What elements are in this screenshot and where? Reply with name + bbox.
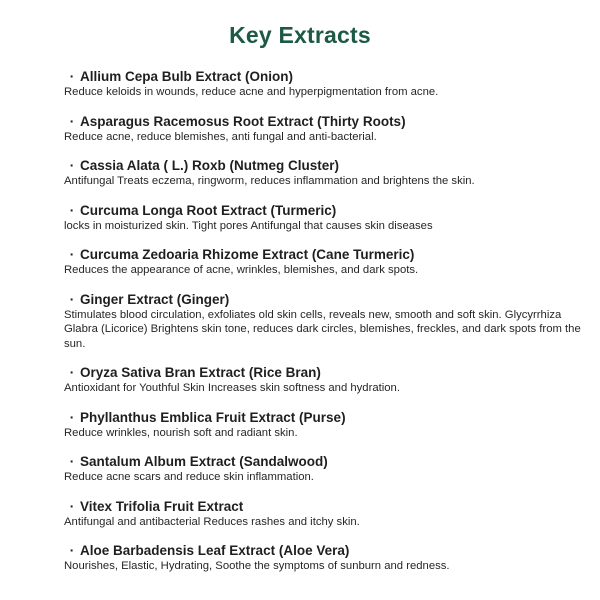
extract-name-text: Curcuma Longa Root Extract (Turmeric) [80, 202, 337, 218]
extract-description: Nourishes, Elastic, Hydrating, Soothe the symptoms of sunburn and redness. [64, 560, 450, 572]
list-item [64, 246, 584, 278]
list-item [64, 409, 584, 441]
extract-description: Reduce keloids in wounds, reduce acne and hyperpigmentation from acne. [64, 86, 439, 98]
extract-description: Reduce acne scars and reduce skin inflammation. [64, 471, 314, 483]
list-item [64, 113, 584, 145]
page-title: Key Extracts [229, 22, 371, 48]
bullet-icon: · [69, 113, 75, 129]
extract-name-text: Cassia Alata ( L.) Roxb (Nutmeg Cluster) [80, 158, 340, 173]
extract-name-text: Santalum Album Extract (Sandalwood) [80, 454, 328, 469]
extract-name-text: Curcuma Zedoaria Rhizome Extract (Cane Turmeric) [80, 247, 415, 262]
extract-name [64, 157, 584, 174]
extract-description: Stimulates blood circulation, exfoliates old skin cells, reveals new, smooth and soft skin. Glycyrrhiza Glabra (Licorice) Brightens skin tone, reduces dark circles, blemishes, freckles, and dark spots from the sun. [64, 308, 581, 350]
bullet-icon: · [69, 498, 75, 514]
bullet-icon: · [69, 543, 75, 558]
list-item [64, 291, 584, 352]
list-item [64, 157, 584, 189]
extract-name [64, 498, 584, 515]
extract-description: Reduces the appearance of acne, wrinkles, blemishes, and dark spots. [64, 264, 419, 276]
list-item [64, 202, 584, 234]
extract-name [64, 202, 584, 219]
list-item [64, 364, 584, 396]
bullet-icon: · [69, 158, 75, 173]
extract-name [64, 291, 584, 308]
extract-name [64, 542, 584, 559]
extract-name-text: Oryza Sativa Bran Extract (Rice Bran) [80, 365, 321, 380]
extract-name [64, 453, 584, 470]
bullet-icon: · [69, 247, 75, 262]
extract-description: Antifungal and antibacterial Reduces rashes and itchy skin. [64, 515, 360, 528]
extract-description: locks in moisturized skin. Tight pores Antifungal that causes skin diseases [64, 219, 433, 232]
bullet-icon: · [69, 409, 75, 425]
bullet-icon: · [69, 291, 75, 307]
extract-name [64, 113, 584, 130]
list-item [64, 453, 584, 485]
extract-name [64, 409, 584, 426]
extract-description: Antioxidant for Youthful Skin Increases skin softness and hydration. [64, 382, 400, 394]
bullet-icon: · [69, 454, 75, 469]
extract-description: Antifungal Treats eczema, ringworm, reduces inflammation and brightens the skin. [64, 175, 475, 187]
extract-description: Reduce wrinkles, nourish soft and radiant skin. [64, 426, 298, 439]
extract-name-text: Vitex Trifolia Fruit Extract [80, 498, 244, 514]
extract-name [64, 364, 584, 381]
extract-name [64, 68, 584, 85]
extract-name-text: Ginger Extract (Ginger) [80, 291, 230, 307]
extract-name-text: Allium Cepa Bulb Extract (Onion) [80, 69, 294, 84]
list-item [64, 542, 584, 574]
list-item [64, 68, 584, 100]
extract-list [64, 68, 584, 587]
extract-name-text: Aloe Barbadensis Leaf Extract (Aloe Vera) [80, 543, 350, 558]
bullet-icon: · [69, 202, 75, 218]
list-item [64, 498, 584, 530]
bullet-icon: · [69, 69, 75, 84]
extract-name-text: Phyllanthus Emblica Fruit Extract (Purse) [80, 409, 346, 425]
bullet-icon: · [69, 365, 75, 380]
extract-name-text: Asparagus Racemosus Root Extract (Thirty Roots) [80, 113, 406, 129]
extract-description: Reduce acne, reduce blemishes, anti fungal and anti-bacterial. [64, 130, 377, 143]
extract-name [64, 246, 584, 263]
